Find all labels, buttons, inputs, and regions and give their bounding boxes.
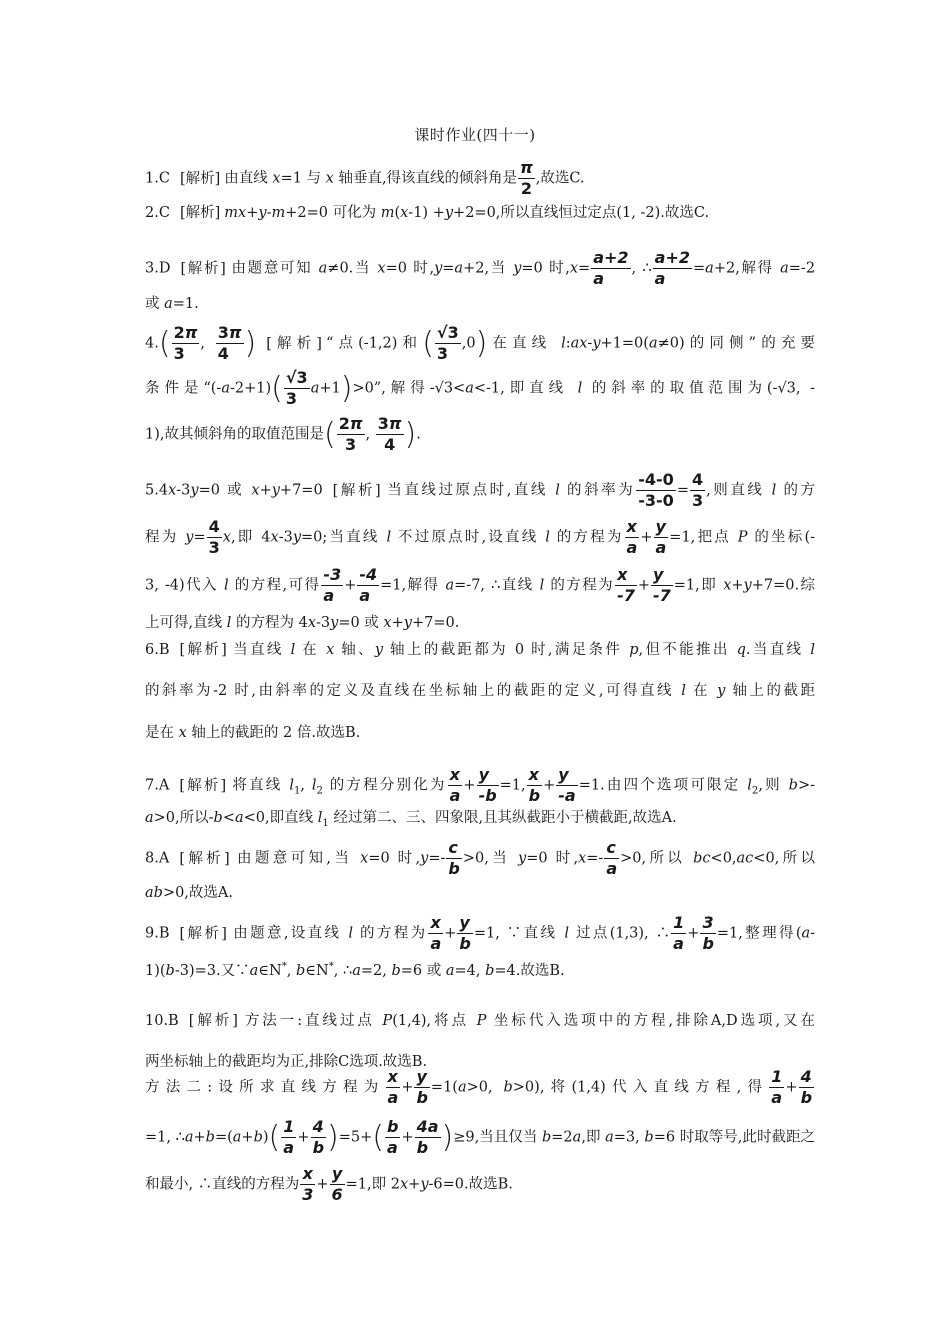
answer-line-1: 1.C [解析] 由直线 x=1 与 x 轴垂直,得该直线的倾斜角是 $\frac{\pi}{2}$ ,故选C. [145, 158, 585, 198]
answer-line-5b: 程为 y= $\frac{4}{3}$ x,即 4x-3y=0;当直线 l 不过原点时,设直线 l 的方程为 $\frac{x}{a}$ + $\frac{y}{a}$ =1,把点 P 的坐标(- [145, 517, 816, 557]
answer-line-4: 4.( $\frac{2\pi}{3}$ , $\frac{3\pi}{4}$ ) [解析] “点(-1,2)和( $\frac{√3}{3}$ ,0)在直线 l:ax-y+1=0(a≠0)的同侧”的充要 [145, 323, 815, 363]
answer-line-4c: 1),故其倾斜角的取值范围是( $\frac{2\pi}{3}$ , $\frac{3\pi}{4}$ ). [145, 414, 421, 454]
answer-line-5: 5.4x-3y=0 或 x+y+7=0 [解析] 当直线过原点时,直线 l 的斜率为 $\frac{-4-0}{-3-0}$ = $\frac{4}{3}$ ,则直线 l 的方 [145, 470, 816, 510]
answer-line-3: 3.D [解析] 由题意可知 a≠0.当 x=0 时,y=a+2,当 y=0 时,x= $\frac{a+2}{a}$ , ∴ $\frac{a+2}{a}$ =a+2,解得 a=-2 [145, 248, 816, 288]
answer-line-7: 7.A [解析] 将直线 $l_1$, $l_2$ 的方程分别化为 $\frac{x}{a}$ + $\frac{y}{-b}$ =1, $\frac{x}{b}$ + $\frac{y}{-a}$ =1.由四个选项可限定 $l_2$,则 b>- [145, 765, 816, 805]
answer-line-10c: 方法二:设所求直线方程为 $\frac{x}{a}$ + $\frac{y}{b}$ =1(a>0, b>0),将(1,4)代入直线方程,得 $\frac{1}{a}$ + $\frac{4}{b}$ [145, 1067, 813, 1107]
answer-line-9b: 1)(b-3)=3.又∵a∈N*, b∈N*, ∴a=2, b=6 或 a=4, b=4.故选B. [145, 961, 565, 979]
answer-line-2: 2.C [解析] mx+y-m+2=0 可化为 m(x-1) +y+2=0,所以直线恒过定点(1, -2).故选C. [145, 205, 710, 221]
answer-line-6c: 是在 x 轴上的截距的 2 倍.故选B. [145, 725, 361, 741]
answer-line-3b: 或 a=1. [145, 296, 199, 312]
answer-line-5c: 3, -4)代入 l 的方程,可得 $\frac{-3}{a}$ + $\frac{-4}{a}$ =1,解得 a=-7, ∴直线 l 的方程为 $\frac{x}{-7}$ + $\frac{y}{-7}$ =1,即 x+y+7=0.综 [145, 565, 816, 605]
answer-line-8b: ab>0,故选A. [145, 885, 234, 901]
page-title: 课时作业(四十一) [414, 126, 536, 144]
answer-line-5d: 上可得,直线 l 的方程为 4x-3y=0 或 x+y+7=0. [145, 615, 460, 631]
answer-line-6b: 的斜率为-2 时,由斜率的定义及直线在坐标轴上的截距的定义,可得直线 l 在 y 轴上的截距 [145, 683, 816, 699]
answer-line-10: 10.B [解析] 方法一:直线过点 P(1,4),将点 P 坐标代入选项中的方程,排除A,D选项,又在 [145, 1013, 815, 1029]
answer-line-9: 9.B [解析] 由题意,设直线 l 的方程为 $\frac{x}{a}$ + $\frac{y}{b}$ =1, ∵直线 l 过点(1,3), ∴ $\frac{1}{a}$ + $\frac{3}{b}$ =1,整理得(a- [145, 913, 816, 953]
answer-line-4b: 条件是“(-a-2+1)( $\frac{√3}{3}$ a+1)>0”,解得-√3<a<-1,即直线 l 的斜率的取值范围为(-√3, - [145, 368, 815, 408]
answer-line-7b: a>0,所以-b<a<0,即直线 $l_1$ 经过第二、三、四象限,且其纵截距小于横截距,故选A. [145, 810, 677, 829]
answer-line-6: 6.B [解析] 当直线 l 在 x 轴、y 轴上的截距都为 0 时,满足条件 p,但不能推出 q.当直线 l [145, 642, 815, 658]
answer-line-10d: =1, ∴a+b=(a+b)( $\frac{1}{a}$ + $\frac{4}{b}$ )=5+( $\frac{b}{a}$ + $\frac{4a}{b}$ )≥9,当且仅当 b=2a,即 a=3, b=6 时取等号,此时截距之 [145, 1117, 816, 1157]
answer-line-10b: 两坐标轴上的截距均为正,排除C选项.故选B. [145, 1054, 428, 1070]
answer-line-8: 8.A [解析] 由题意可知,当 x=0 时,y=- $\frac{c}{b}$ >0,当 y=0 时,x=- $\frac{c}{a}$ >0,所以 bc<0,ac<0,所以 [145, 838, 815, 878]
answer-line-10e: 和最小, ∴直线的方程为 $\frac{x}{3}$ + $\frac{y}{6}$ =1,即 2x+y-6=0.故选B. [145, 1164, 513, 1204]
